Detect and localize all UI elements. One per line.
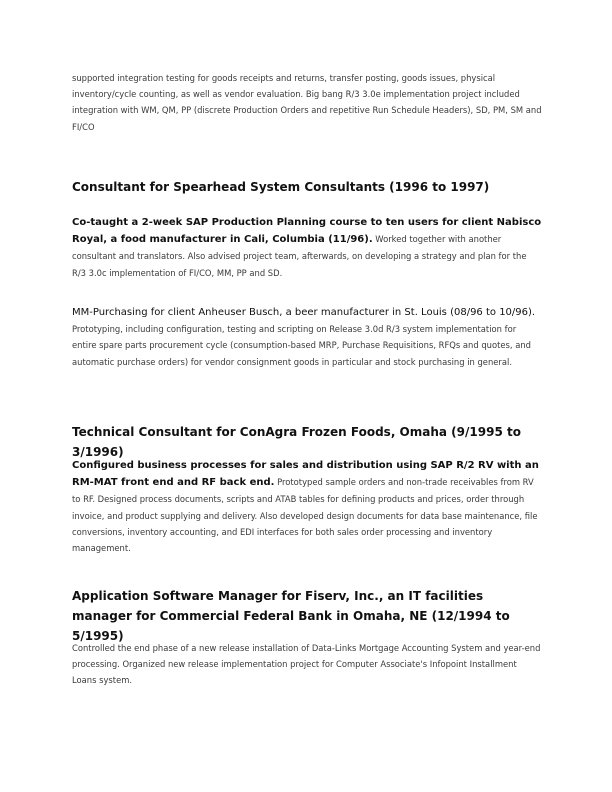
section-heading-text: Application Software Manager for Fiserv, Inc., an IT facilities manager for Commercial Federal Bank in Omaha, NE (12/1994 to 5/1995) xyxy=(72,589,510,643)
entry-lead: Co-taught a 2-week SAP Production Planning course to ten users for client Nabisco Royal, a food manufacturer in Cali, Columbia (11/96). xyxy=(72,217,542,246)
entry-body: Controlled the end phase of a new release installation of Data-Links Mortgage Accounting System and year-end processing. Organized new release implementation project for Computer Associate's Infopoint Installment Loans system. xyxy=(72,643,541,686)
entry-nabisco xyxy=(72,214,542,281)
entry-conagra xyxy=(72,457,542,556)
section-heading-fiserv xyxy=(72,586,542,646)
section-heading-text: Technical Consultant for ConAgra Frozen Foods, Omaha (9/1995 to 3/1996) xyxy=(72,425,521,459)
entry-body: Worked together with another consultant and translators. Also advised project team, afterwards, on developing a strategy and plan for the R/3 3.0c implementation of FI/CO, MM, PP and SD. xyxy=(72,234,527,278)
section-heading-conagra xyxy=(72,422,542,462)
entry-body: Prototyping, including configuration, testing and scripting on Release 3.0d R/3 system implementation for entire spare parts procurement cycle (consumption-based MRP, Purchase Requisitions, RFQs and quotes, and automatic purchase orders) for vendor consignment goods in particular and stock purchasing in general. xyxy=(72,324,531,367)
entry-anheuser-busch xyxy=(72,304,542,370)
intro-paragraph xyxy=(72,70,542,135)
section-heading-text: Consultant for Spearhead System Consultants (1996 to 1997) xyxy=(72,180,490,194)
section-heading-spearhead xyxy=(72,177,542,197)
entry-lead: MM-Purchasing for client Anheuser Busch, a beer manufacturer in St. Louis (08/96 to 10/96). xyxy=(72,307,536,318)
intro-text: supported integration testing for goods receipts and returns, transfer posting, goods issues, physical inventory/cycle counting, as well as vendor evaluation. Big bang R/3 3.0e implementation project included integration with WM, QM, PP (discrete Production Orders and repetitive Run Schedule Headers), SD, PM, SM and FI/CO xyxy=(72,73,542,132)
entry-body: Prototyped sample orders and non-trade receivables from RV to RF. Designed process documents, scripts and ATAB tables for defining products and prices, order through invoice, and product supplying and delivery. Also developed design documents for data base maintenance, file conversions, inventory accounting, and EDI interfaces for both sales order processing and inventory management. xyxy=(72,477,538,554)
entry-lead: Configured business processes for sales and distribution using SAP R/2 RV with an RM-MAT front end and RF back end. xyxy=(72,460,539,489)
entry-fiserv xyxy=(72,640,542,689)
